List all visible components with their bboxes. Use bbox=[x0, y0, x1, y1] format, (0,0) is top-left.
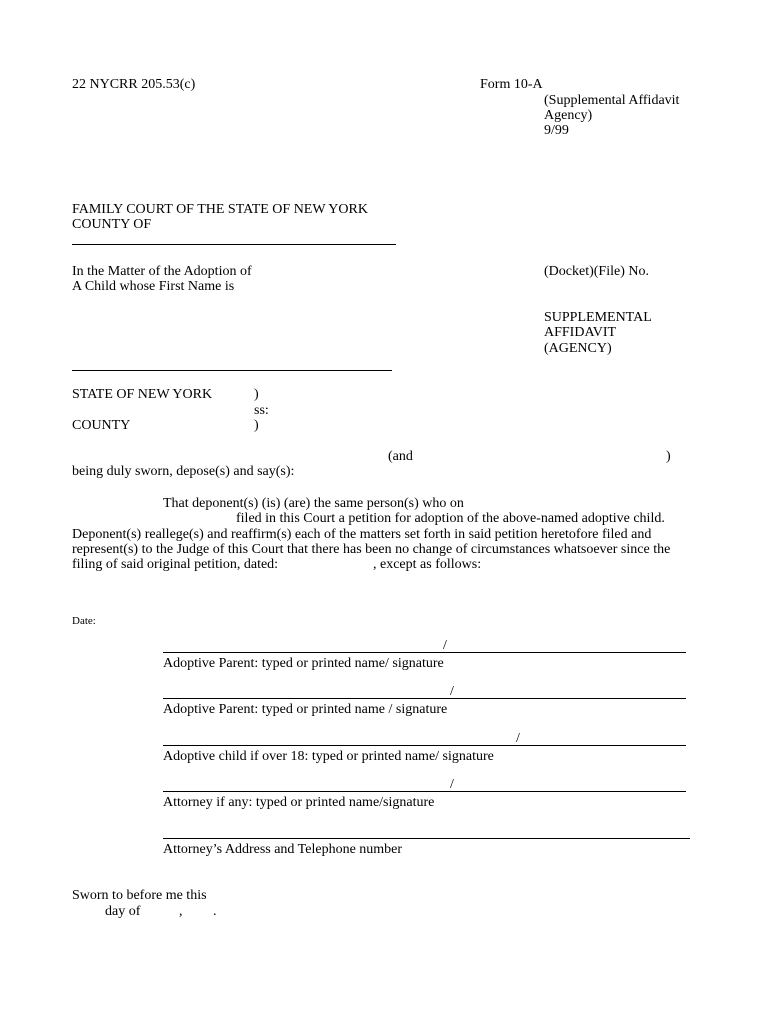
rule-reference: 22 NYCRR 205.53(c) bbox=[72, 77, 196, 92]
jurat-period: . bbox=[213, 904, 217, 919]
matter-line1: In the Matter of the Adoption of bbox=[72, 264, 252, 279]
caption-rule bbox=[72, 370, 392, 371]
signature-caption-3: Adoptive child if over 18: typed or printed name/ signature bbox=[163, 749, 494, 764]
duly-sworn-line: being duly sworn, depose(s) and say(s): bbox=[72, 464, 295, 479]
signature-line-4 bbox=[163, 791, 686, 792]
deponent-and-open: (and bbox=[388, 449, 413, 464]
county-rule bbox=[72, 244, 396, 245]
form-number: Form 10-A bbox=[480, 77, 543, 92]
form-description-line1: (Supplemental Affidavit bbox=[544, 93, 680, 108]
county-of-label: COUNTY OF bbox=[72, 217, 152, 232]
body-line5-a: filing of said original petition, dated: bbox=[72, 557, 279, 572]
jurat-line1: Sworn to before me this bbox=[72, 888, 207, 903]
document-title-line2: AFFIDAVIT bbox=[544, 325, 617, 340]
venue-ss: ss: bbox=[254, 403, 269, 418]
body-line2: filed in this Court a petition for adoption of the above-named adoptive child. bbox=[236, 511, 665, 526]
matter-line2: A Child whose First Name is bbox=[72, 279, 235, 294]
venue-county: COUNTY bbox=[72, 418, 131, 433]
venue-state: STATE OF NEW YORK bbox=[72, 387, 213, 402]
signature-caption-4: Attorney if any: typed or printed name/signature bbox=[163, 795, 435, 810]
venue-paren-close: ) bbox=[254, 418, 259, 433]
signature-line-1 bbox=[163, 652, 686, 653]
form-description-line2: Agency) bbox=[544, 108, 593, 123]
body-line5-b: , except as follows: bbox=[373, 557, 482, 572]
date-label: Date: bbox=[72, 615, 96, 627]
document-title-line1: SUPPLEMENTAL bbox=[544, 310, 652, 325]
signature-line-3 bbox=[163, 745, 686, 746]
venue-paren-open: ) bbox=[254, 387, 259, 402]
signature-slash-2: / bbox=[450, 684, 454, 699]
signature-caption-2: Adoptive Parent: typed or printed name / signature bbox=[163, 702, 448, 717]
docket-number-label: (Docket)(File) No. bbox=[544, 264, 649, 279]
jurat-day-of: day of bbox=[105, 904, 141, 919]
body-line1: That deponent(s) (is) (are) the same person(s) who on bbox=[163, 496, 464, 511]
document-title-line3: (AGENCY) bbox=[544, 341, 612, 356]
signature-line-2 bbox=[163, 698, 686, 699]
signature-slash-4: / bbox=[450, 777, 454, 792]
signature-slash-3: / bbox=[516, 731, 520, 746]
court-name: FAMILY COURT OF THE STATE OF NEW YORK bbox=[72, 202, 368, 217]
signature-slash-1: / bbox=[443, 638, 447, 653]
body-line3: Deponent(s) reallege(s) and reaffirm(s) each of the matters set forth in said petition heretofore filed and bbox=[72, 527, 652, 542]
signature-caption-1: Adoptive Parent: typed or printed name/ signature bbox=[163, 656, 444, 671]
signature-line-5 bbox=[163, 838, 690, 839]
form-revision-date: 9/99 bbox=[544, 123, 569, 138]
jurat-comma: , bbox=[179, 904, 183, 919]
signature-caption-5: Attorney’s Address and Telephone number bbox=[163, 842, 403, 857]
body-line4: represent(s) to the Judge of this Court that there has been no change of circumstances whatsoever since the bbox=[72, 542, 671, 557]
deponent-and-close: ) bbox=[666, 449, 671, 464]
